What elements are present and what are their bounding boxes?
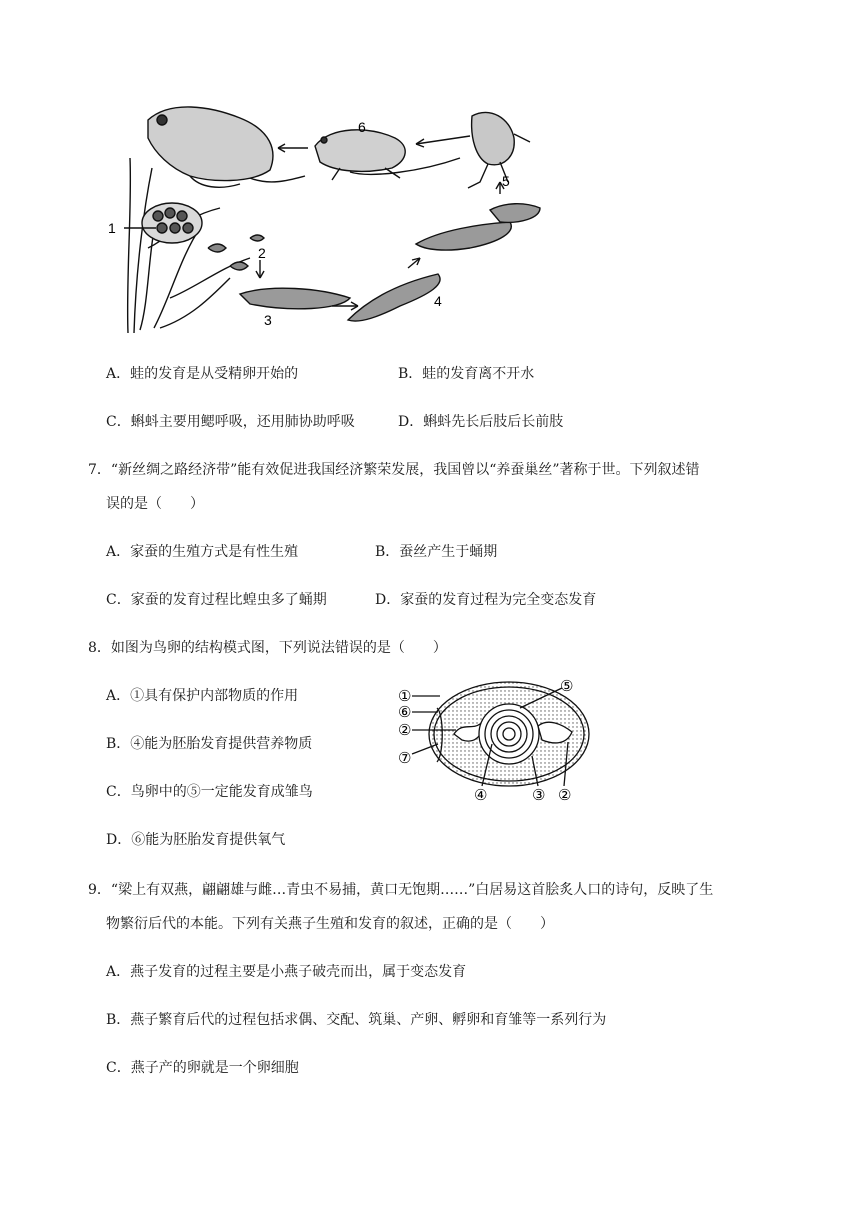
egg-label-membrane: ⑦ (398, 750, 412, 767)
q9-option-c: C．燕子产的卵就是一个卵细胞 (106, 1060, 299, 1076)
frog-label-6: 6 (358, 119, 366, 135)
q8-option-b: B．④能为胚胎发育提供营养物质 (106, 736, 313, 752)
egg-label-yolk: ④ (474, 787, 488, 804)
egg-label-shell: ① (398, 688, 412, 705)
q7-option-b: B．蚕丝产生于蛹期 (375, 544, 498, 560)
q6-option-b: B．蛙的发育离不开水 (398, 366, 535, 382)
q7-stem-line2: 误的是（ ） (106, 496, 204, 512)
frog-life-cycle-figure (100, 98, 560, 338)
frog-label-4: 4 (434, 293, 442, 309)
bird-egg-structure-figure (392, 674, 592, 806)
frog-label-1: 1 (108, 220, 116, 236)
q9-stem-line1: 9．“梁上有双燕，翩翩雄与雌…青虫不易捕，黄口无饱期……”白居易这首脍炙人口的诗句，反映了生 (88, 882, 714, 898)
q9-option-a: A．燕子发育的过程主要是小燕子破壳而出，属于变态发育 (106, 964, 467, 980)
frog-label-5: 5 (502, 173, 510, 189)
q8-option-a: A．①具有保护内部物质的作用 (106, 688, 299, 704)
egg-label-albumen: ③ (532, 787, 546, 804)
egg-label-chalaza-right: ② (558, 787, 572, 804)
q6-option-a: A．蛙的发育是从受精卵开始的 (106, 366, 299, 382)
q6-option-c: C．蝌蚪主要用鳃呼吸，还用肺协助呼吸 (106, 414, 355, 430)
q7-stem-line1: 7．“新丝绸之路经济带”能有效促进我国经济繁荣发展，我国曾以“养蚕巢丝”著称于世。下列叙述错 (88, 462, 700, 478)
frog-label-2: 2 (258, 245, 266, 261)
q7-option-c: C．家蚕的发育过程比蝗虫多了蛹期 (106, 592, 327, 608)
egg-label-air-cell: ⑥ (398, 704, 412, 721)
q7-option-a: A．家蚕的生殖方式是有性生殖 (106, 544, 299, 560)
q8-stem: 8．如图为鸟卵的结构模式图，下列说法错误的是（ ） (88, 640, 447, 656)
frog-label-3: 3 (264, 312, 272, 328)
q9-option-b: B．燕子繁育后代的过程包括求偶、交配、筑巢、产卵、孵卵和育雏等一系列行为 (106, 1012, 607, 1028)
egg-label-chalaza-left: ② (398, 722, 412, 739)
q8-option-d: D．⑥能为胚胎发育提供氧气 (106, 832, 286, 848)
egg-label-germinal-disc: ⑤ (560, 678, 574, 695)
q7-option-d: D．家蚕的发育过程为完全变态发育 (375, 592, 597, 608)
q9-stem-line2: 物繁衍后代的本能。下列有关燕子生殖和发育的叙述，正确的是（ ） (106, 916, 554, 932)
q8-option-c: C．鸟卵中的⑤一定能发育成雏鸟 (106, 784, 313, 800)
q6-option-d: D．蝌蚪先长后肢后长前肢 (398, 414, 564, 430)
